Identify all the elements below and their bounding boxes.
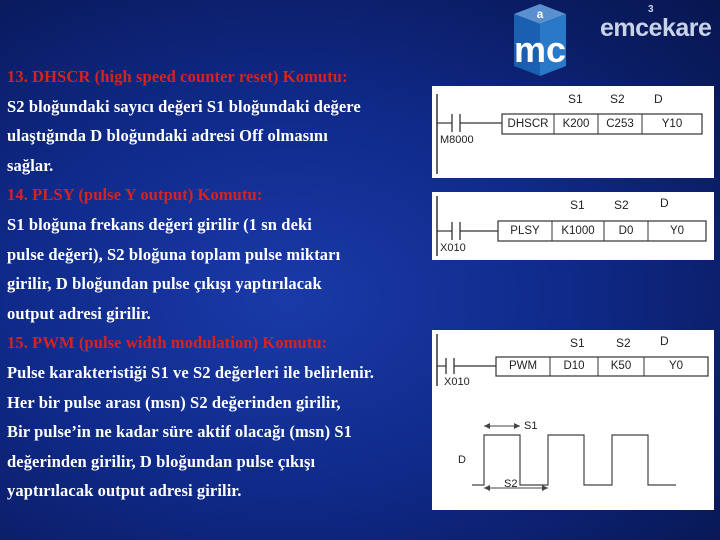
body-line: yaptırılacak output adresi girilir.	[7, 481, 242, 501]
header-s2: S2	[610, 92, 625, 106]
header-s2: S2	[616, 336, 631, 350]
d-cell: Y0	[668, 360, 684, 372]
header-d: D	[660, 196, 669, 210]
d-cell: Y0	[669, 225, 685, 237]
contact-label: M8000	[440, 134, 474, 146]
s2-cell: D0	[618, 225, 634, 237]
s1-cell: K200	[562, 118, 590, 130]
body-line: S1 bloğuna frekans değeri girilir (1 sn deki	[7, 214, 312, 234]
section-heading: 15. PWM (pulse width modulation) Komutu:	[7, 333, 328, 353]
body-line: sağlar.	[7, 155, 54, 175]
contact-label: X010	[444, 376, 470, 388]
ladder-diagram-pwm	[432, 330, 714, 510]
timing-s2-label: S2	[504, 478, 518, 490]
s2-cell: K50	[610, 360, 632, 372]
ladder-diagram-plsy	[432, 192, 714, 260]
body-line: ulaştığında D bloğundaki adresi Off olmasını	[7, 126, 328, 146]
ladder-diagram-dhscr	[432, 86, 714, 178]
s2-cell: C253	[606, 118, 634, 130]
section-heading: 14. PLSY (pulse Y output) Komutu:	[7, 185, 263, 205]
body-line: output adresi girilir.	[7, 303, 151, 323]
header-s2: S2	[614, 198, 629, 212]
s1-cell: K1000	[561, 225, 595, 237]
brand-small-char: 3	[648, 4, 654, 15]
header-s1: S1	[570, 336, 585, 350]
body-line: değerinden girilir, D bloğundan pulse çıkışı	[7, 451, 316, 471]
emblem-top-char: a	[536, 7, 544, 21]
instruction-cell: DHSCR	[507, 118, 549, 130]
body-line: Her bir pulse arası (msn) S2 değerinden girilir,	[7, 392, 341, 412]
body-line: Pulse karakteristiği S1 ve S2 değerleri ile belirlenir.	[7, 362, 374, 382]
header-s1: S1	[568, 92, 583, 106]
emblem-letters: mc	[513, 29, 567, 70]
body-line: S2 bloğundaki sayıcı değeri S1 bloğundaki değere	[7, 96, 361, 116]
section-heading: 13. DHSCR (high speed counter reset) Komutu:	[7, 67, 348, 86]
s1-cell: D10	[563, 360, 585, 372]
header-d: D	[654, 92, 663, 106]
header-s1: S1	[570, 198, 585, 212]
body-line: Bir pulse’in ne kadar süre aktif olacağı (msn) S1	[7, 422, 353, 442]
timing-d-label: D	[458, 454, 466, 466]
instruction-cell: PWM	[508, 360, 538, 372]
d-cell: Y10	[661, 118, 683, 130]
body-line: girilir, D bloğundan pulse çıkışı yaptırılacak	[7, 274, 322, 294]
contact-label: X010	[440, 242, 466, 254]
pulse-waveform	[472, 435, 676, 485]
content-text	[7, 62, 437, 506]
body-line: pulse değeri), S2 bloğuna toplam pulse miktarı	[7, 244, 341, 264]
timing-s1-label: S1	[524, 420, 538, 432]
instruction-cell: PLSY	[510, 225, 540, 237]
brand-text: emcekare 3	[600, 4, 712, 42]
header-d: D	[660, 334, 669, 348]
